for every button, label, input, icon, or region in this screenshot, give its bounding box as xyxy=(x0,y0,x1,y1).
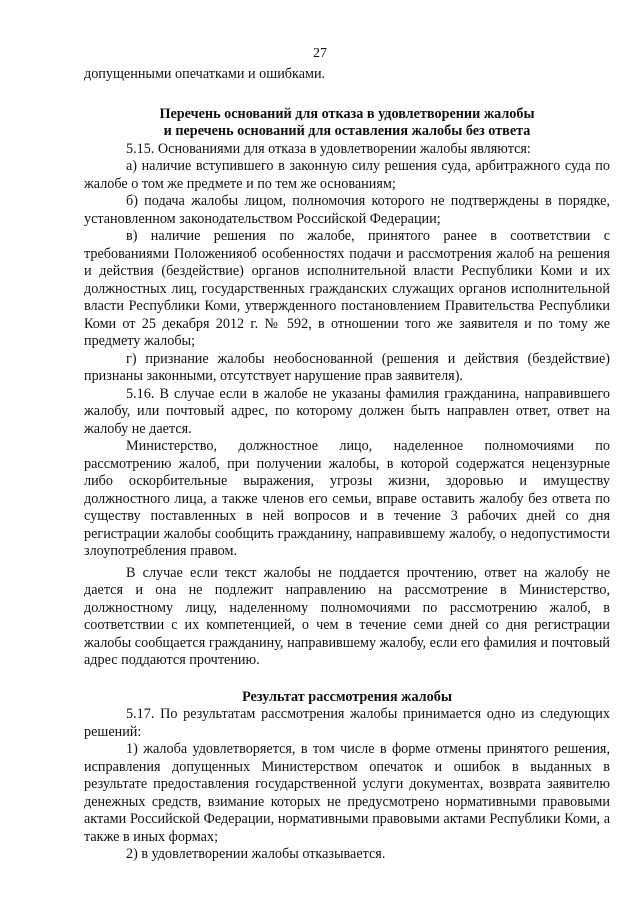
paragraph-ministry: Министерство, должностное лицо, наделенное полномочиями по рассмотрению жалоб, при получении жалобы, в которой содержатся нецензурные либо оскорбительные выражения, угрозы жизни, здоровью и имуществу должностного лица, а также членов его семьи, вправе оставить жалобу без ответа по существу поставленных в ней вопросов и в течение 3 рабочих дней со дня регистрации жалобы сообщить гражданину, направившему жалобу, о недопустимости злоупотребления правом. xyxy=(84,438,610,559)
clause-5-17-1: 1) жалоба удовлетворяется, в том числе в форме отмены принятого решения, исправления допущенных Министерством опечаток и ошибок в выданных в результате предоставления государственной услуги документах, возврата заявителю денежных средств, взимание которых не предусмотрено нормативными правовыми актами Российской Федерации, нормативными правовыми актами Республики Коми, а также в иных формах; xyxy=(84,741,610,845)
clause-5-16: 5.16. В случае если в жалобе не указаны фамилия гражданина, направившего жалобу, или почтовый адрес, по которому должен быть направлен ответ, ответ на жалобу не дается. xyxy=(84,385,610,437)
document-body xyxy=(84,66,610,864)
clause-5-17-2: 2) в удовлетворении жалобы отказывается. xyxy=(126,846,386,862)
section-heading-refusal-line-2: и перечень оснований для оставления жалобы без ответа xyxy=(163,123,531,139)
continued-paragraph: допущенными опечатками и ошибками. xyxy=(84,66,326,82)
clause-5-15-g: г) признание жалобы необоснованной (решения и действия (бездействие) признаны законными, отсутствует нарушение прав заявителя). xyxy=(84,350,610,384)
clause-5-15-a: а) наличие вступившего в законную силу решения суда, арбитражного суда по жалобе о том же предмете и по тем же основаниям; xyxy=(84,158,610,192)
paragraph-unreadable: В случае если текст жалобы не поддается прочтению, ответ на жалобу не дается и она не подлежит направлению на рассмотрение в Министерство, должностному лицу, наделенному полномочиями по рассмотрению жалоб, в соответствии с их компетенцией, о чем в течение семи дней со дня регистрации жалобы сообщается гражданину, направившему жалобу, если его фамилия и почтовый адрес поддаются прочтению. xyxy=(84,564,610,668)
clause-5-15-b: б) подача жалобы лицом, полномочия которого не подтверждены в порядке, установленном законодательством Российской Федерации; xyxy=(84,193,610,227)
page-number: 27 xyxy=(313,46,327,61)
section-heading-refusal-line-1: Перечень оснований для отказа в удовлетворении жалобы xyxy=(159,105,535,122)
clause-5-17: 5.17. По результатам рассмотрения жалобы принимается одно из следующих решений: xyxy=(84,706,610,740)
clause-5-15-v: в) наличие решения по жалобе, принятого ранее в соответствии с требованиями Положенияоб особенностях подачи и рассмотрения жалоб на решения и действия (бездействие) органов исполнительной власти Республики Коми и их должностных лиц, государственных гражданских служащих органов исполнительной власти Республики Коми, утвержденного постановлением Правительства Республики Коми от 25 декабря 2012 г. № 592, в отношении того же заявителя и по тому же предмету жалобы; xyxy=(84,228,610,349)
clause-5-15: 5.15. Основаниями для отказа в удовлетворении жалобы являются: xyxy=(126,140,531,157)
section-heading-result: Результат рассмотрения жалобы xyxy=(242,688,452,705)
